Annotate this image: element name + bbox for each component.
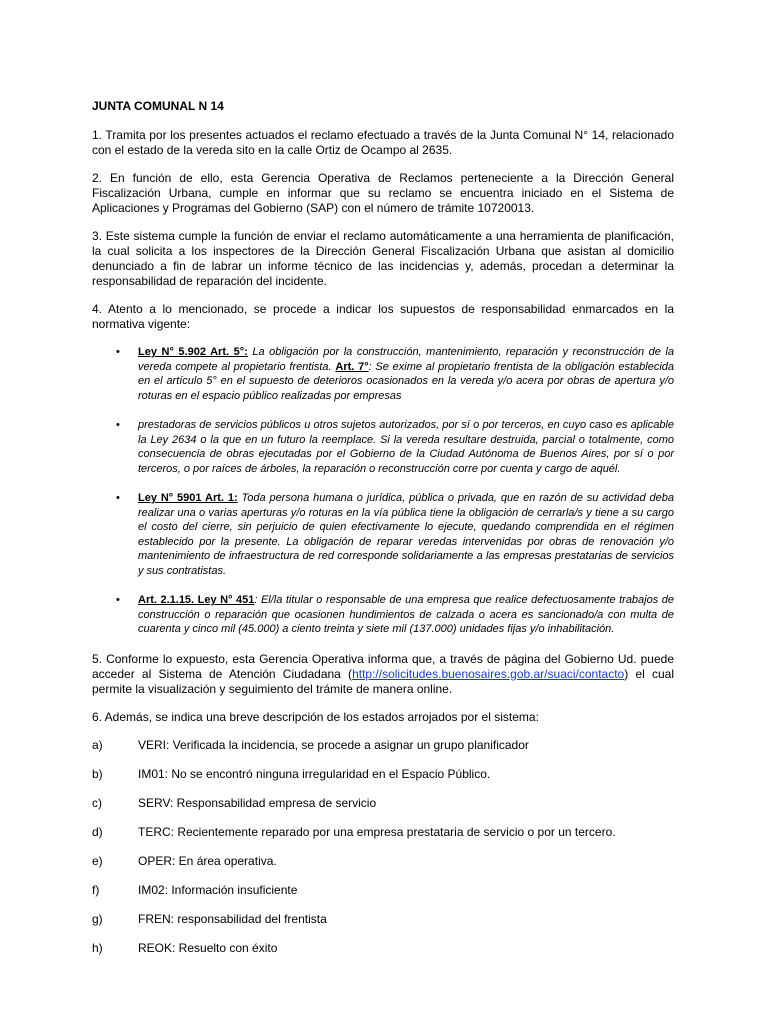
bullet-icon: • (116, 492, 120, 504)
state-description: VERI: Verificada la incidencia, se procede a asignar un grupo planificador (138, 737, 529, 752)
state-item (92, 738, 674, 767)
law-reference: Ley N° 5.902 Art. 5°: (138, 346, 248, 358)
law-item (92, 593, 674, 637)
state-item (92, 825, 674, 854)
state-item (92, 883, 674, 912)
law-text: : El/la titular o responsable de una empresa que realice defectuosamente trabajos de construcción o reparación que ocasionen hundimientos de calzada o acera es sancionado/a con multa de cuarenta y cinco mil (45.000) a ciento treinta y siete mil (137.000) unidades fijas y/o inhabilitación. (138, 594, 674, 635)
state-description: FREN: responsabilidad del frentista (138, 911, 327, 926)
state-list (92, 738, 674, 970)
state-description: TERC: Recientemente reparado por una empresa prestataria de servicio o por un tercero. (138, 824, 616, 839)
paragraph-3: 3. Este sistema cumple la función de enviar el reclamo automáticamente a una herramienta de planificación, la cual solicita a los inspectores de la Dirección General Fiscalización Urbana que asistan al domicilio denunciado a fin de labrar un informe técnico de las incidencias y, además, procedan a determinar la responsabilidad de reparación del incidente. (92, 229, 674, 288)
state-item (92, 854, 674, 883)
paragraph-5 (92, 652, 674, 697)
paragraph-5-text-end: ) el cual permite la visualización y seguimiento del trámite de manera online. (92, 666, 674, 696)
state-letter: h) (92, 940, 103, 955)
state-description: REOK: Resuelto con éxito (138, 940, 278, 955)
document-title: JUNTA COMUNAL N 14 (92, 99, 224, 113)
state-letter: d) (92, 824, 103, 839)
bullet-icon: • (116, 346, 120, 358)
law-text: prestadoras de servicios públicos u otros sujetos autorizados, por sí o por terceros, en cuyo caso es aplicable la Ley 2634 o la que en un futuro la reemplace. Si la vereda resultare destruida, parcial o totalmente, como consecuencia de obras ejecutadas por el Gobierno de la Ciudad Autónoma de Buenos Aires, por sí o por terceros, o por raíces de árboles, la reparación o reconstrucción corre por cuenta y cargo de aquél. (138, 419, 674, 475)
state-description: OPER: En área operativa. (138, 853, 277, 868)
paragraph-6: 6. Además, se indica una breve descripción de los estados arrojados por el sistema: (92, 709, 539, 724)
state-item (92, 767, 674, 796)
state-letter: g) (92, 911, 103, 926)
state-description: IM01: No se encontró ninguna irregularidad en el Espacio Público. (138, 766, 491, 781)
suaci-link[interactable]: http://solicitudes.buenosaires.gob.ar/suaci/contacto (352, 666, 625, 681)
law-reference: Ley N° 5901 Art. 1: (138, 492, 238, 504)
law-list (92, 345, 674, 637)
state-letter: f) (92, 882, 100, 897)
state-description: IM02: Información insuficiente (138, 882, 298, 897)
state-item (92, 941, 674, 970)
state-description: SERV: Responsabilidad empresa de servicio (138, 795, 377, 810)
state-letter: e) (92, 853, 103, 868)
state-letter: a) (92, 737, 103, 752)
paragraph-2: 2. En función de ello, esta Gerencia Operativa de Reclamos perteneciente a la Dirección General Fiscalización Urbana, cumple en informar que su reclamo se encuentra iniciado en el Sistema de Aplicaciones y Programas del Gobierno (SAP) con el número de trámite 10720013. (92, 171, 674, 215)
paragraph-4: 4. Atento a lo mencionado, se procede a indicar los supuestos de responsabilidad enmarcados en la normativa vigente: (92, 302, 674, 331)
bullet-icon: • (116, 594, 120, 606)
state-item (92, 796, 674, 825)
law-text: La obligación por la construcción, mantenimiento, reparación y reconstrucción de la vereda compete al propietario frentista. (138, 346, 674, 373)
law-item (92, 418, 674, 476)
bullet-icon: • (116, 419, 120, 431)
law-text: Toda persona humana o jurídica, pública o privada, que en razón de su actividad deba realizar una o varias aperturas y/o roturas en la vía pública tiene la obligación de cerrarla/s y tiene a su cargo el costo del cierre, sin perjuicio de quien efectivamente lo ejecute, quedando comprendida en el régimen establecido por la presente. La obligación de reparar veredas intervenidas por obras de renovación y/o mantenimiento de infraestructura de red corresponde solidariamente a las empresas prestatarias de servicios y sus contratistas. (138, 492, 675, 577)
paragraph-1: 1. Tramita por los presentes actuados el reclamo efectuado a través de la Junta Comunal N° 14, relacionado con el estado de la vereda sito en la calle Ortiz de Ocampo al 2635. (92, 128, 674, 157)
paragraph-5-text: 5. Conforme lo expuesto, esta Gerencia Operativa informa que, a través de página del Gobierno Ud. puede acceder al Sistema de Atención Ciudadana ( (92, 651, 674, 681)
law-reference: Art. 2.1.15. Ley N° 451 (138, 594, 255, 606)
document-page (92, 99, 674, 970)
law-text: : Se exime al propietario frentista de la obligación establecida en el artículo 5° en el supuesto de deterioros ocasionados en la vereda y/o acera por obras de apertura y/o roturas en el espacio público realizadas por empresas (138, 360, 674, 402)
law-reference: Art. 7° (335, 360, 369, 373)
state-item (92, 912, 674, 941)
law-item (92, 491, 674, 578)
law-item (92, 345, 674, 403)
state-letter: c) (92, 795, 102, 810)
state-letter: b) (92, 766, 103, 781)
